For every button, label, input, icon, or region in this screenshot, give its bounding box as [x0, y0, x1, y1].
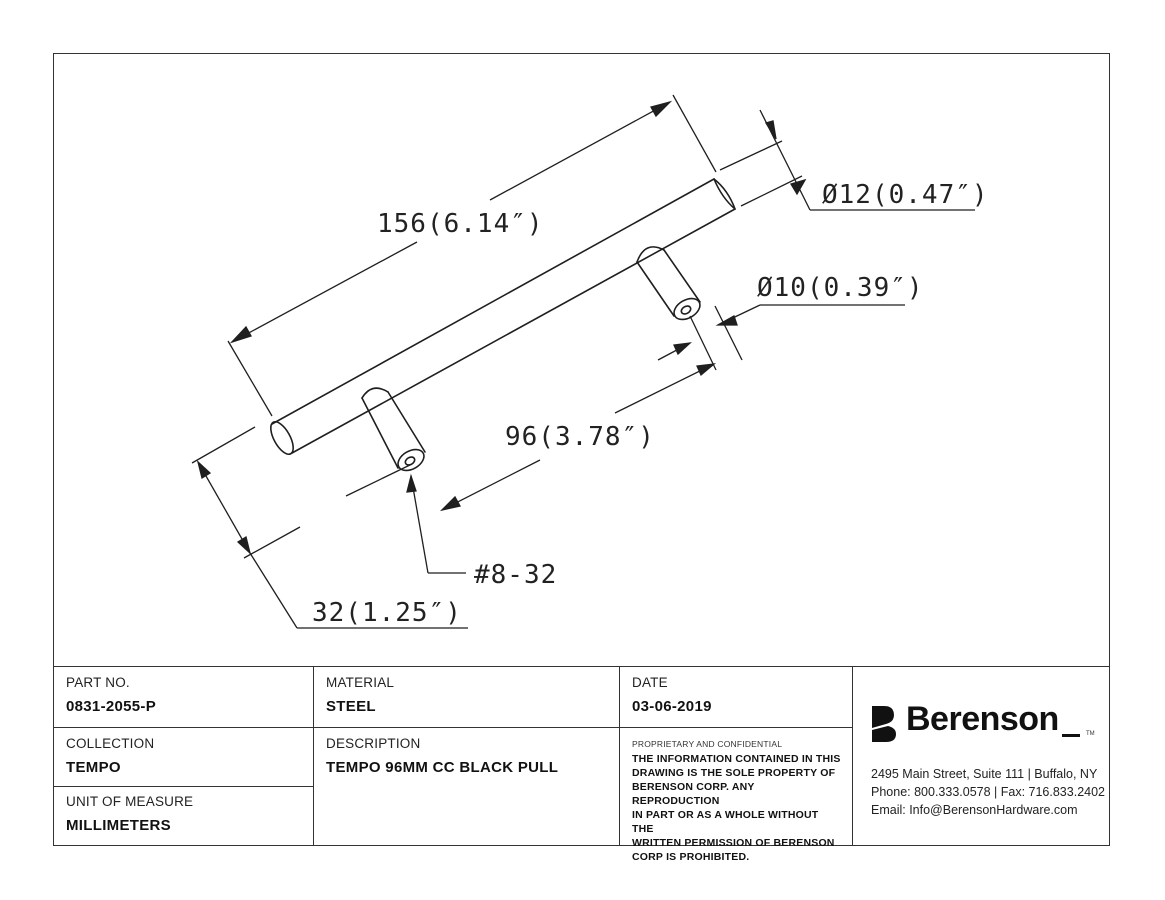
part-no-value: 0831-2055-P: [66, 698, 157, 715]
left-post: [362, 388, 428, 475]
contact-info: [871, 765, 1105, 819]
email-line[interactable]: Email: Info@BerensonHardware.com: [871, 803, 1078, 817]
date-value: 03-06-2019: [632, 698, 712, 715]
address-line: 2495 Main Street, Suite 111 | Buffalo, NY: [871, 767, 1098, 781]
proprietary-line: DRAWING IS THE SOLE PROPERTY OF: [632, 767, 836, 779]
title-block-divider: [619, 666, 620, 846]
title-block-row-rule: [53, 727, 852, 728]
proprietary-line: WRITTEN PERMISSION OF BERENSON: [632, 837, 835, 849]
overall-length-label: 156(6.14″): [377, 209, 544, 239]
collection-value: TEMPO: [66, 759, 121, 776]
unit-label: UNIT OF MEASURE: [66, 794, 194, 809]
collection-label: COLLECTION: [66, 736, 155, 751]
proprietary-notice: [632, 752, 842, 864]
post-diameter-label: Ø10(0.39″): [757, 273, 924, 303]
proprietary-heading: PROPRIETARY AND CONFIDENTIAL: [632, 739, 783, 749]
phone-fax-line: Phone: 800.333.0578 | Fax: 716.833.2402: [871, 785, 1105, 799]
proprietary-line: BERENSON CORP. ANY REPRODUCTION: [632, 781, 755, 807]
proprietary-line: IN PART OR AS A WHOLE WITHOUT THE: [632, 809, 819, 835]
title-block-divider: [313, 666, 314, 846]
center-to-center-label: 96(3.78″): [505, 422, 655, 452]
brand-name: Berenson: [906, 700, 1059, 738]
material-value: STEEL: [326, 698, 376, 715]
unit-value: MILLIMETERS: [66, 817, 171, 834]
trademark-mark: TM: [1086, 731, 1095, 737]
title-block-top-rule: [53, 666, 1110, 667]
part-no-label: PART NO.: [66, 675, 130, 690]
right-post: [637, 247, 704, 324]
thread-leader: [407, 476, 466, 573]
dim-overall-length: [228, 95, 716, 416]
title-block-divider: [852, 666, 853, 846]
title-block-row-rule: [53, 786, 313, 787]
date-label: DATE: [632, 675, 668, 690]
thread-label: #8-32: [474, 560, 558, 590]
description-label: DESCRIPTION: [326, 736, 421, 751]
description-value: TEMPO 96MM CC BLACK PULL: [326, 759, 559, 776]
projection-label: 32(1.25″): [312, 598, 462, 628]
proprietary-line: THE INFORMATION CONTAINED IN THIS: [632, 753, 841, 765]
material-label: MATERIAL: [326, 675, 395, 690]
bar-diameter-label: Ø12(0.47″): [822, 180, 989, 210]
proprietary-line: CORP IS PROHIBITED.: [632, 851, 750, 863]
